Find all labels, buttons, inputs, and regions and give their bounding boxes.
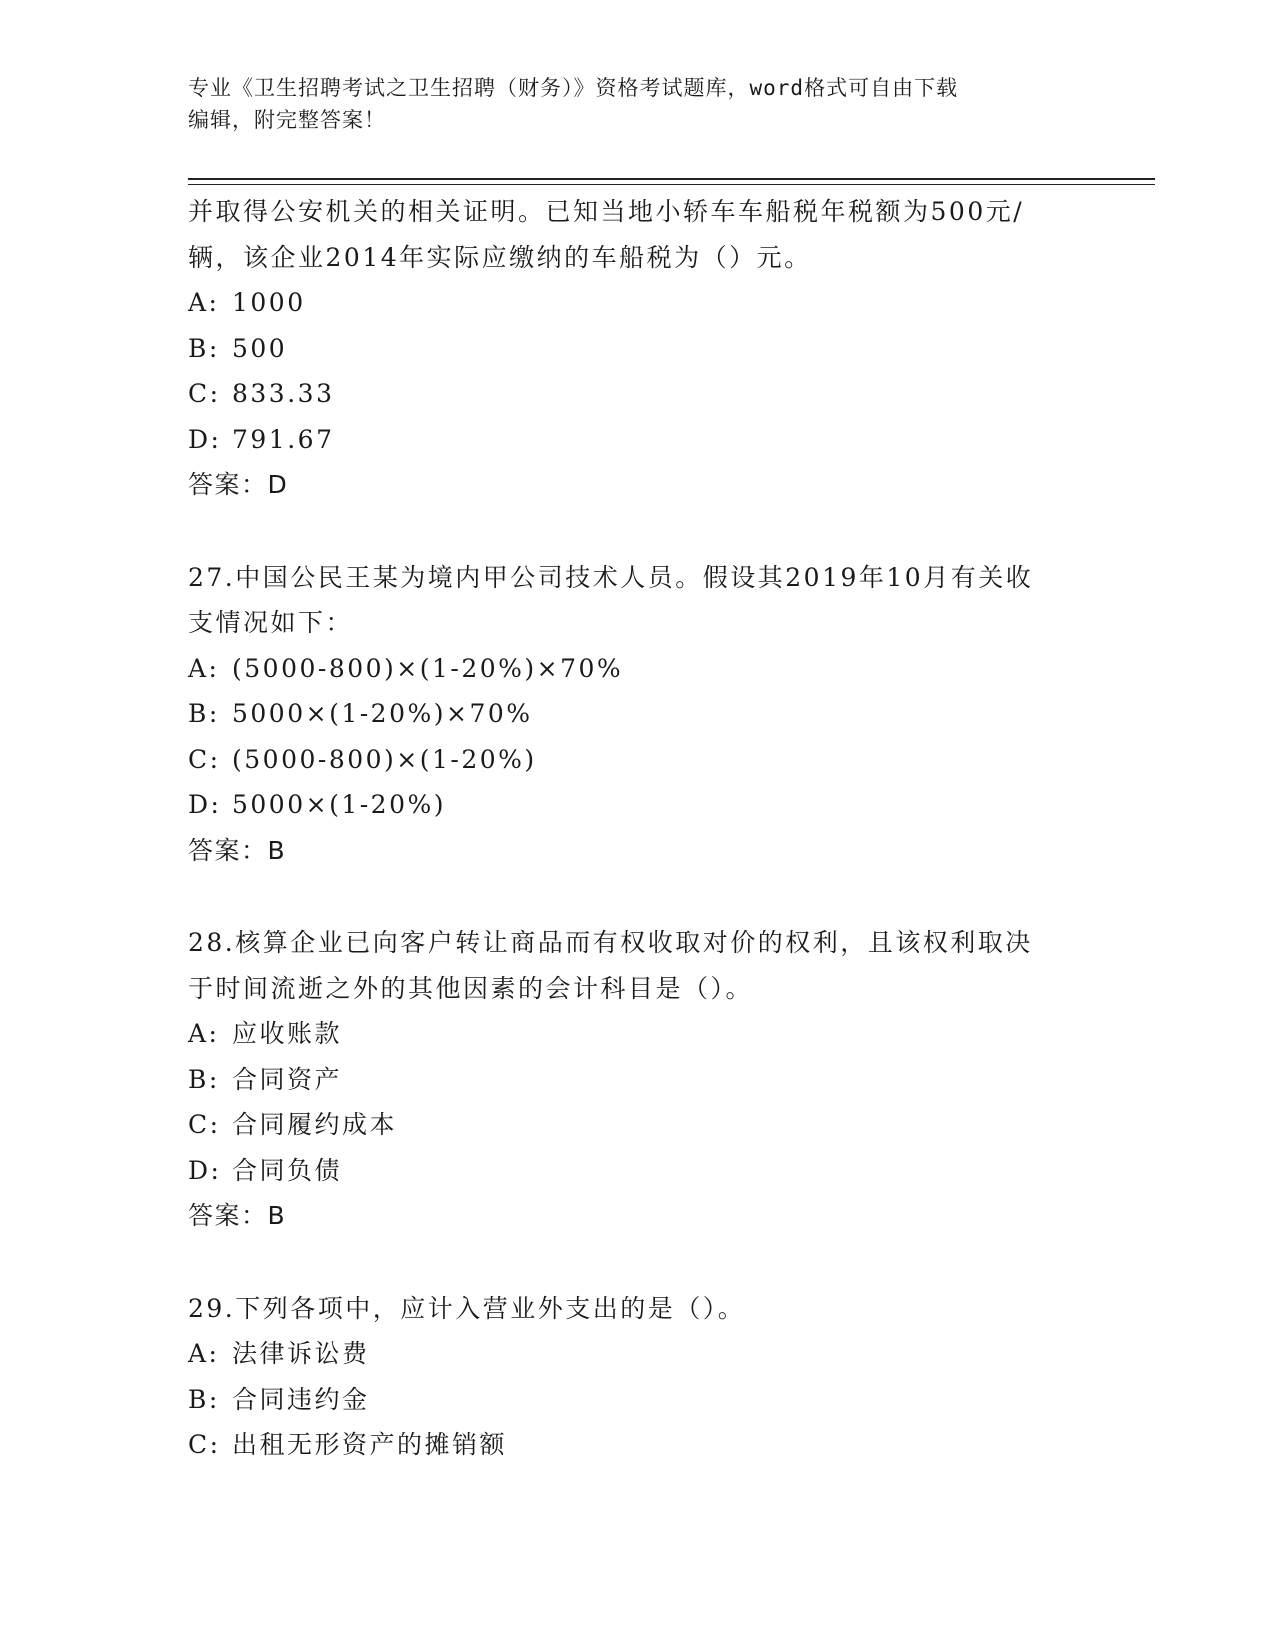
option-text: 5000×(1-20%) [232,790,446,819]
option-text: (5000-800)×(1-20%) [232,744,537,774]
option-text: 合同违约金 [232,1384,370,1414]
option-letter: A: [188,1339,220,1368]
option-letter: B: [188,699,220,728]
option-text: 合同履约成本 [232,1110,398,1139]
option-letter: C: [188,1430,221,1459]
option-text: (5000-800)×(1-20%)×70% [232,653,624,683]
header-divider-thin [188,184,1155,185]
header-divider-thick [188,178,1155,180]
option-text: 合同资产 [232,1064,343,1094]
option-letter: C: [188,1110,221,1139]
option-c [188,371,1088,417]
answer-line: 答案：B [188,835,287,865]
option-letter: D: [188,1155,222,1185]
header-line-2: 编辑，附完整答案！ [188,108,386,132]
question-list [188,189,1088,1468]
option-text: 1000 [232,288,306,317]
question-stem-line: 支情况如下： [188,608,354,637]
option-text: 出租无形资产的摊销额 [232,1430,508,1459]
option-letter: C: [188,744,221,774]
option-text: 833.33 [232,379,335,408]
option-letter: D: [188,790,222,819]
option-a [188,1011,1088,1057]
option-letter: B: [188,1384,220,1414]
option-a [188,1331,1088,1377]
question-28 [188,920,1088,1239]
question-stem-line: 并取得公安机关的相关证明。已知当地小轿车车船税年税额为500元/ [188,197,1025,226]
option-text: 500 [232,333,288,363]
option-letter: A: [188,653,220,683]
option-b [188,1057,1088,1103]
question-29 [188,1286,1088,1468]
option-d [188,782,1088,828]
answer-line: 答案：B [188,1201,287,1230]
question-spacer [188,508,1088,555]
option-letter: D: [188,424,222,454]
question-stem-line: 28.核算企业已向客户转让商品而有权收取对价的权利，且该权利取决 [188,928,1033,957]
option-b [188,691,1088,737]
question-stem-line: 29.下列各项中，应计入营业外支出的是（）。 [188,1293,746,1323]
option-b [188,1377,1088,1423]
option-a [188,280,1088,326]
question-26 [188,189,1088,508]
option-letter: A: [188,1019,220,1048]
question-spacer [188,1239,1088,1286]
option-letter: A: [188,288,220,317]
option-c [188,737,1088,783]
option-c [188,1422,1088,1468]
option-text: 合同负债 [232,1155,343,1185]
header-line-1: 专业《卫生招聘考试之卫生招聘（财务）》资格考试题库，word格式可自由下载 [188,76,959,100]
option-c [188,1102,1088,1148]
document-header [188,72,1088,136]
option-text: 应收账款 [232,1019,343,1048]
answer-line: 答案：D [188,470,289,499]
question-27 [188,555,1088,874]
question-stem-line: 27.中国公民王某为境内甲公司技术人员。假设其2019年10月有关收 [188,562,1034,592]
option-d [188,1148,1088,1194]
question-stem-line: 于时间流逝之外的其他因素的会计科目是（）。 [188,973,754,1003]
option-letter: C: [188,379,221,408]
option-text: 法律诉讼费 [232,1339,370,1368]
question-spacer [188,873,1088,920]
option-b [188,326,1088,372]
option-letter: B: [188,1064,220,1094]
option-d [188,417,1088,463]
option-letter: B: [188,333,220,363]
question-stem-line: 辆，该企业2014年实际应缴纳的车船税为（）元。 [188,242,812,272]
option-text: 791.67 [232,424,335,454]
option-text: 5000×(1-20%)×70% [232,699,533,728]
option-a [188,646,1088,692]
